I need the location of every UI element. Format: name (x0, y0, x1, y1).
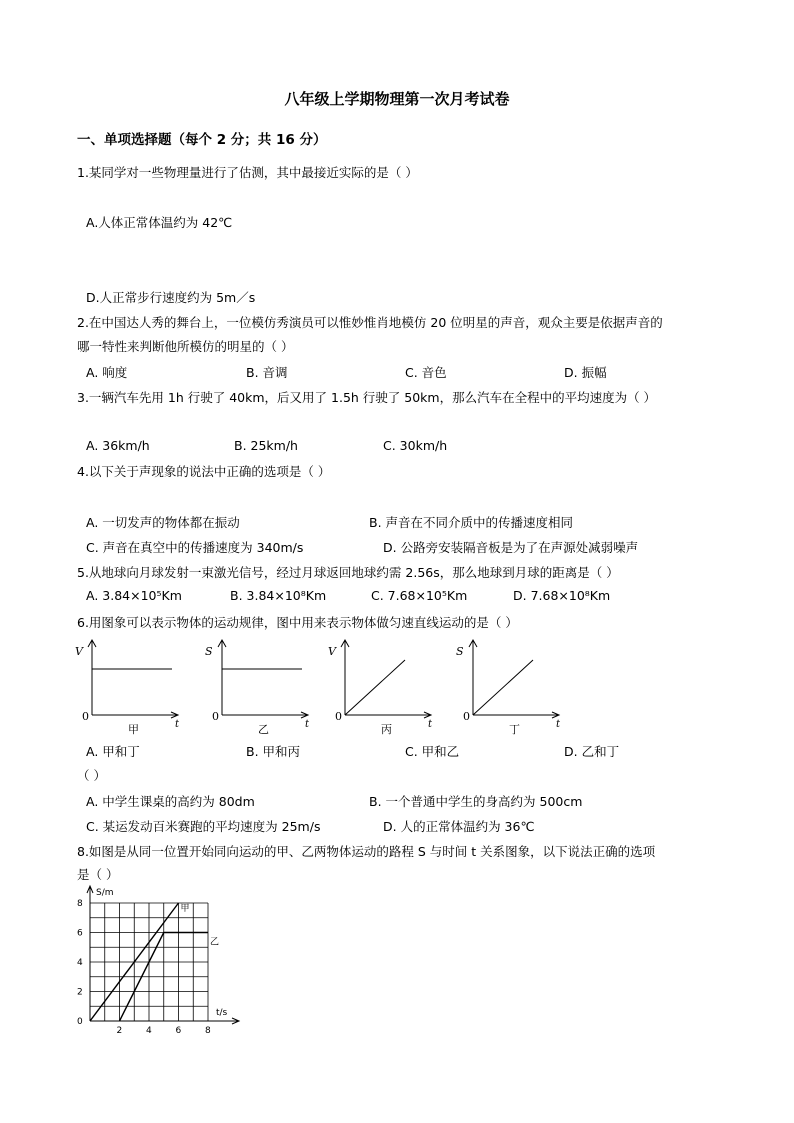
question-1-stem: 1.某同学对一些物理量进行了估测，其中最接近实际的是（ ） (77, 165, 418, 180)
q4-option-a[interactable]: A. 一切发声的物体都在振动 (86, 515, 240, 530)
x-label: t (556, 719, 561, 730)
q3-option-c[interactable]: C. 30km/h (383, 438, 448, 453)
q5-option-b[interactable]: B. 3.84×10⁸Km (230, 588, 327, 603)
question-2-stem-line1: 2.在中国达人秀的舞台上，一位模仿秀演员可以惟妙惟肖地模仿 20 位明星的声音，观众主要是依据声音的 (77, 315, 663, 330)
q4-option-d[interactable]: D. 公路旁安装隔音板是为了在声源处减弱噪声 (383, 540, 639, 555)
y-tick-labels (77, 899, 83, 1027)
q4-option-b[interactable]: B. 声音在不同介质中的传播速度相同 (369, 515, 574, 530)
question-8-stem-line1: 8.如图是从同一位置开始同向运动的甲、乙两物体运动的路程 S 与时间 t 关系图象，以下说法正确的选项 (77, 844, 656, 859)
q2-option-a[interactable]: A. 响度 (86, 365, 128, 380)
origin-label: 0 (335, 710, 342, 723)
y-axis-label: S/m (96, 888, 114, 898)
q5-option-d[interactable]: D. 7.68×10⁸Km (513, 588, 611, 603)
question-2-stem-line2: 哪一特性来判断他所模仿的明星的（ ） (77, 339, 294, 354)
x-tick-label: 6 (175, 1026, 182, 1034)
y-label: S (205, 645, 213, 658)
y-tick-label: 2 (77, 987, 83, 998)
section-title: 一、单项选择题（每个 2 分；共 16 分） (77, 132, 327, 148)
x-tick-labels (117, 1026, 212, 1034)
x-label: t (428, 719, 433, 730)
graph-bing (328, 640, 433, 736)
q5-option-a[interactable]: A. 3.84×10⁵Km (86, 588, 182, 603)
page-title: 八年级上学期物理第一次月考试卷 (284, 90, 510, 108)
y-tick-label: 4 (77, 958, 83, 968)
q7-option-d[interactable]: D. 人的正常体温约为 36℃ (383, 819, 535, 834)
question-4-stem: 4.以下关于声现象的说法中正确的选项是（ ） (77, 464, 331, 479)
x-tick-label: 2 (116, 1026, 123, 1034)
graph-caption: 丁 (509, 723, 520, 736)
q8-distance-time-chart (70, 884, 245, 1034)
graph-caption: 甲 (128, 723, 139, 736)
graph-jia (75, 640, 180, 736)
q5-option-c[interactable]: C. 7.68×10⁵Km (371, 588, 468, 603)
series-label: 甲 (180, 904, 190, 914)
y-label: V (328, 645, 336, 658)
y-label: S (456, 645, 464, 658)
q2-option-b[interactable]: B. 音调 (246, 365, 288, 380)
q6-option-c[interactable]: C. 甲和乙 (405, 744, 460, 759)
x-tick-label: 8 (205, 1026, 211, 1034)
y-label: V (75, 645, 83, 658)
q1-option-d[interactable]: D.人正常步行速度约为 5m／s (86, 290, 256, 305)
q6-option-d[interactable]: D. 乙和丁 (564, 744, 620, 759)
q6-option-a[interactable]: A. 甲和丁 (86, 744, 140, 759)
graph-caption: 乙 (258, 723, 269, 736)
graph-yi (205, 640, 310, 736)
q7-option-b[interactable]: B. 一个普通中学生的身高约为 500cm (369, 794, 583, 809)
x-label: t (175, 719, 180, 730)
y-tick-label: 8 (77, 899, 83, 909)
q3-option-a[interactable]: A. 36km/h (86, 438, 150, 453)
x-label: t (305, 719, 310, 730)
origin-label: 0 (82, 710, 89, 723)
q6-motion-graphs (72, 635, 572, 740)
question-5-stem: 5.从地球向月球发射一束激光信号，经过月球返回地球约需 2.56s，那么地球到月球的距离是（ ） (77, 565, 619, 580)
x-axis-label: t/s (216, 1008, 228, 1018)
q7-option-a[interactable]: A. 中学生课桌的高约为 80dm (86, 794, 255, 809)
question-6-stem: 6.用图象可以表示物体的运动规律，图中用来表示物体做匀速直线运动的是（ ） (77, 615, 518, 630)
y-tick-label: 6 (77, 928, 83, 939)
graph-ding (456, 640, 561, 736)
y-tick-label: 0 (77, 1017, 83, 1027)
graph-caption: 丙 (381, 723, 392, 736)
q6-option-b[interactable]: B. 甲和丙 (246, 744, 301, 759)
q2-option-c[interactable]: C. 音色 (405, 365, 447, 380)
q1-option-a[interactable]: A.人体正常体温约为 42℃ (86, 215, 233, 230)
q7-option-c[interactable]: C. 某运发动百米赛跑的平均速度为 25m/s (86, 819, 321, 834)
question-7-stem: （ ） (77, 768, 106, 783)
origin-label: 0 (212, 710, 219, 723)
x-tick-label: 4 (146, 1026, 152, 1034)
series-label: 乙 (210, 937, 220, 948)
q2-option-d[interactable]: D. 振幅 (564, 365, 607, 380)
q4-option-c[interactable]: C. 声音在真空中的传播速度为 340m/s (86, 540, 304, 555)
plot-line (473, 660, 533, 715)
origin-label: 0 (463, 710, 470, 723)
question-3-stem: 3.一辆汽车先用 1h 行驶了 40km，后又用了 1.5h 行驶了 50km，那么汽车在全程中的平均速度为（ ） (77, 390, 657, 405)
question-8-stem-line2: 是（ ） (77, 867, 119, 882)
plot-line (345, 660, 405, 715)
q3-option-b[interactable]: B. 25km/h (234, 438, 298, 453)
